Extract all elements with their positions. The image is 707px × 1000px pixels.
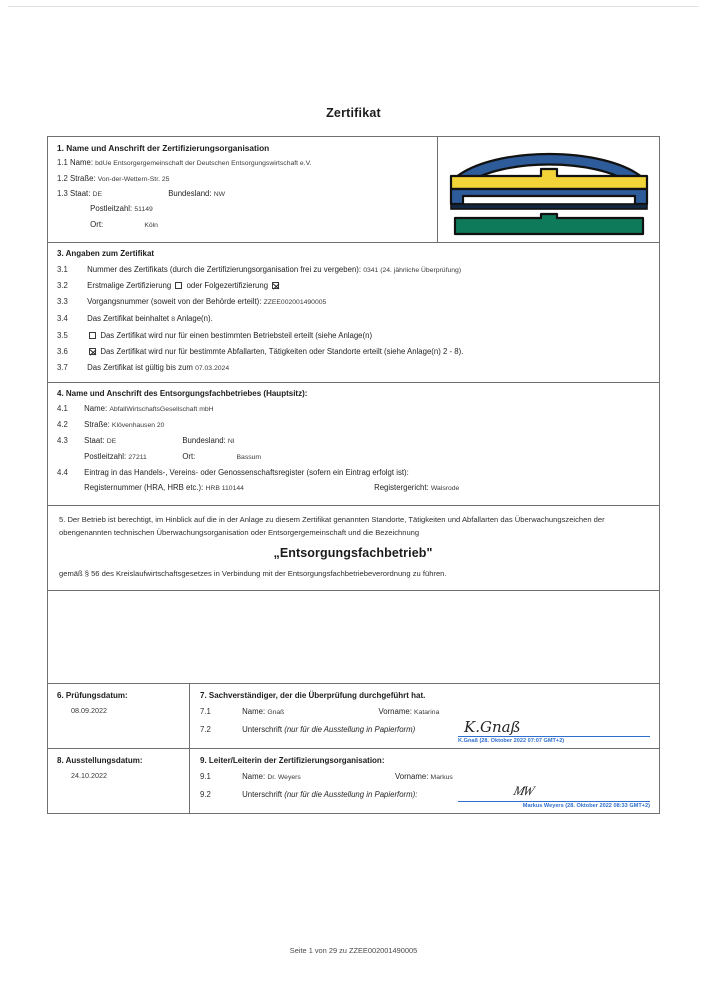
section-1-street-row [57,174,437,185]
section-3-item-3-6 [57,347,650,357]
registernummer-value: HRB 110144 [205,484,244,492]
section-7-container [190,684,659,748]
section-3-item-3-2 [57,281,650,291]
item-text-after: Anlage(n). [176,314,213,324]
item-text-middle: oder Folgezertifizierung [186,281,269,291]
expert-firstname-value: Katarina [414,709,440,717]
name-label: Name: [70,158,93,168]
field-index: 4.4 [57,467,68,477]
page-top-edge [8,6,699,7]
plz-label: Postleitzahl: [84,451,127,461]
section-7-heading: 7. Sachverständiger, der die Überprüfung durchgeführt hat. [200,691,426,701]
section-3-item-3-4 [57,314,650,325]
certificate-number: 0341 (24. jährliche Überprüfung) [363,266,462,274]
item-text: Das Zertifikat wird nur für einen bestimmten Betriebsteil erteilt (siehe Anlage(n) [100,331,373,341]
section-4-name-row [57,404,650,415]
checkbox-erstmalige-zertifizierung[interactable] [175,282,182,289]
section-1-city-row [57,220,437,231]
plz-value: 27211 [128,453,147,461]
section-3-item-3-5 [57,331,650,341]
section-4-container [47,383,660,506]
state-value: DE [92,191,103,199]
leiter-signature-mark: MW [512,782,535,798]
field-index: 7.2 [200,725,211,735]
section-4-street-row [57,420,650,431]
bundesland-value: NW [213,191,226,199]
item-text: Das Zertifikat ist gültig bis zum [87,363,193,373]
vorname-label: Vorname: [378,707,412,717]
section-1-plz-row [57,204,437,215]
field-index: 9.2 [200,790,211,800]
section-3-heading: 3. Angaben zum Zertifikat [57,249,155,258]
page-title: Zertifikat [326,106,381,120]
section-4-heading: 4. Name und Anschrift des Entsorgungsfachbetriebes (Hauptsitz): [57,389,308,399]
city-value: Köln [144,221,158,229]
city-value: Bassum [236,453,262,461]
section-8-heading: 8. Ausstellungsdatum: [57,756,143,766]
section-5-container [47,506,660,591]
item-text-before: Das Zertifikat beinhaltet [87,314,170,324]
bde-certification-logo-icon [445,142,653,238]
unterschrift-note: (nur für die Ausstellung in Papierform) [284,725,416,735]
street-value: Von-der-Wettern-Str. 25 [97,175,170,183]
section-1-state-row [57,189,437,200]
field-index: 1.3 [57,189,68,199]
unterschrift-note: (nur für die Ausstellung in Papierform): [284,790,418,800]
section-3-item-3-1 [57,265,650,276]
field-index: 1.1 [57,158,68,168]
pruefungsdatum-value: 08.09.2022 [71,706,107,716]
vorgangsnummer-value: ZZEE002001490005 [263,299,327,307]
expert-surname-value: Gnaß [267,709,285,717]
field-index: 3.7 [57,363,68,373]
section-4-plz-city-row [57,452,650,463]
entsorgungsfachbetrieb-designation: „Entsorgungsfachbetrieb" [273,546,433,561]
field-index: 3.6 [57,347,68,357]
field-index: 9.1 [200,772,211,782]
field-index: 1.2 [57,173,68,183]
checkbox-abfallarten[interactable] [89,348,96,355]
section-9-heading: 9. Leiter/Leiterin der Zertifizierungsorganisation: [200,756,385,766]
section-9-container [190,749,659,813]
section-4-state-row [57,436,650,447]
section-5-paragraph: 5. Der Betrieb ist berechtigt, im Hinblick auf die in der Anlage zu diesem Zertifikat genannten Standorte, Tätigkeiten und Abfallarten das Überwachungszeichen der obengenannten technischen Überwachungsorganisation oder Entsorgergemeinschaft und die Bezeichnung [59,515,605,537]
field-index: 3.1 [57,264,68,274]
section-1-container [47,136,660,243]
unterschrift-label: Unterschrift [242,725,283,735]
field-index: 3.2 [57,281,68,291]
state-value: DE [106,437,117,445]
item-text: Vorgangsnummer (soweit von der Behörde erteilt): [87,297,262,307]
registergericht-value: Walsrode [430,484,460,492]
field-index: 3.5 [57,331,68,341]
item-text-before: Erstmalige Zertifizierung [87,281,172,291]
section-8-container [48,749,190,813]
expert-signature-block [458,717,650,745]
field-index: 7.1 [200,707,211,717]
register-text: Eintrag in das Handels-, Vereins- oder Genossenschaftsregister (sofern ein Eintrag erfolgt ist): [84,467,409,477]
section-7-name-row [200,707,650,718]
registernummer-label: Registernummer (HRA, HRB etc.): [84,482,204,492]
bundesland-label: Bundesland: [168,189,212,199]
leiter-surname-value: Dr. Weyers [267,774,301,782]
plz-label: Postleitzahl: [90,204,133,214]
section-4-register-number-row [57,483,650,494]
certificate-frame [47,136,660,814]
item-text: Das Zertifikat wird nur für bestimmte Abfallarten, Tätigkeiten oder Standorte erteilt (siehe Anlage(n) 2 - 8). [100,347,464,357]
section-1-heading: 1. Name und Anschrift der Zertifizierungsorganisation [57,143,270,153]
state-label: Staat: [84,435,105,445]
section-1-name-row [57,158,437,169]
bundesland-value: NI [227,437,235,445]
vorname-label: Vorname: [394,772,429,782]
checkbox-folgezertifizierung[interactable] [272,282,279,289]
section-1-fields [48,137,437,242]
section-3-item-3-3 [57,297,650,308]
anlagen-count: 8 [171,316,176,324]
checkbox-betriebsteil[interactable] [89,332,96,339]
section-6-7-container [47,684,660,749]
street-label: Straße: [84,420,110,430]
field-index: 4.2 [57,420,68,430]
section-3-container [47,243,660,383]
expert-signature-timestamp: K.Gnaß (28. Oktober 2022 07:07 GMT+2) [458,738,565,745]
field-index: 3.3 [57,297,68,307]
city-label: Ort: [90,219,104,229]
logo-cell [437,137,659,242]
state-label: Staat: [70,189,91,199]
valid-until-date: 07.03.2024 [195,365,230,373]
ausstellungsdatum-value: 24.10.2022 [71,771,107,781]
unterschrift-label: Unterschrift [242,790,283,800]
leiter-signature-block [458,782,650,809]
field-index: 3.4 [57,314,68,324]
section-6-container [48,684,190,748]
name-label: Name: [242,707,266,717]
field-index: 4.1 [57,404,68,414]
street-value: Klövenhausen 20 [111,422,165,430]
section-4-register-row [57,468,650,478]
leiter-signature-timestamp: Markus Weyers (28. Oktober 2022 08:33 GMT+2) [522,803,650,810]
registergericht-label: Registergericht: [374,482,429,492]
plz-value: 51149 [134,206,153,214]
signature-underline [458,801,650,802]
city-label: Ort: [182,451,196,461]
leiter-firstname-value: Markus [430,774,453,782]
section-8-9-container [47,749,660,814]
name-label: Name: [84,404,108,414]
bundesland-label: Bundesland: [182,435,226,445]
name-value: bdUe Entsorgergemeinschaft der Deutschen Entsorgungswirtschaft e.V. [95,160,312,168]
stamp-area-box [47,591,660,684]
company-name-value: AbfallWirtschaftsGesellschaft mbH [109,406,214,414]
page-footer: Seite 1 von 29 zu ZZEE002001490005 [289,946,418,955]
name-label: Name: [242,772,266,782]
item-text: Nummer des Zertifikats (durch die Zertifizierungsorganisation frei zu vergeben): [87,264,362,274]
section-6-heading: 6. Prüfungsdatum: [57,691,128,701]
street-label: Straße: [70,173,96,183]
signature-underline [458,736,650,737]
expert-signature-mark: K.Gnaß [464,717,521,736]
section-3-item-3-7 [57,363,650,374]
section-5-closing: gemäß § 56 des Kreislaufwirtschaftsgesetzes in Verbindung mit der Entsorgungsfachbetriebeverordnung zu führen. [59,569,447,579]
field-index: 4.3 [57,435,68,445]
